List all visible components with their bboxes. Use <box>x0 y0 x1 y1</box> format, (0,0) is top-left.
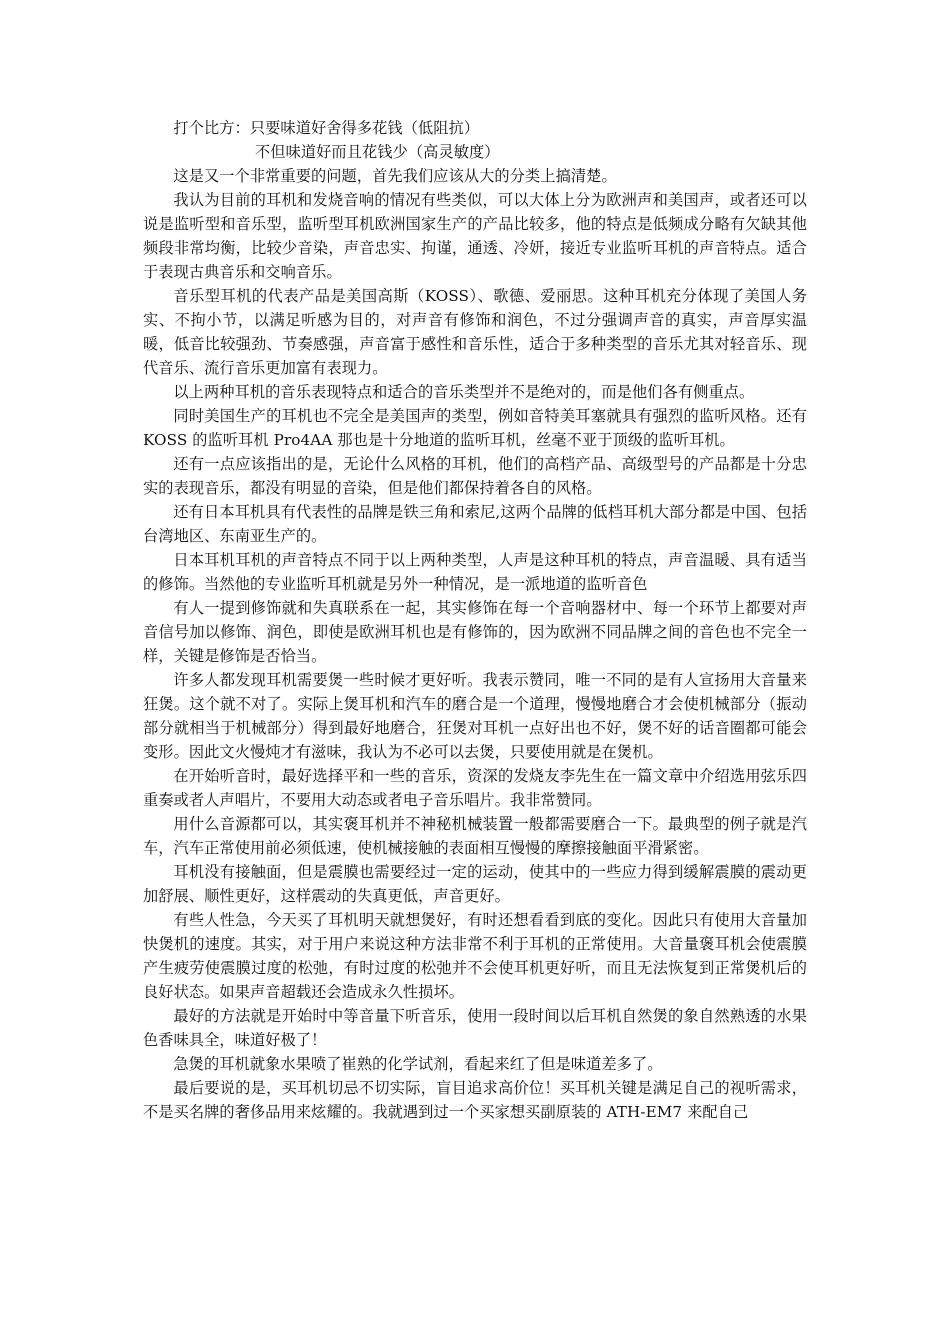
paragraph: 用什么音源都可以，其实褒耳机并不神秘机械装置一般都需要磨合一下。最典型的例子就是汽车，汽车正常使用前必须低速，使机械接触的表面相互慢慢的摩擦接触面平滑紧密。 <box>143 815 807 857</box>
paragraph-analogy-2: 不但味道好而且花钱少（高灵敏度） <box>255 143 500 161</box>
paragraph: 还有日本耳机具有代表性的品牌是铁三角和索尼,这两个品牌的低档耳机大部分都是中国、包括台湾地区、东南亚生产的。 <box>143 503 807 545</box>
paragraph-analogy-1: 打个比方：只要味道好舍得多花钱（低阻抗） <box>173 119 480 137</box>
paragraph: 最后要说的是，买耳机切忌不切实际，盲目追求高价位！买耳机关键是满足自己的视听需求，不是买名牌的奢侈品用来炫耀的。我就遇到过一个买家想买副原装的 ATH-EM7 来配自己 <box>143 1079 807 1121</box>
paragraph: 急煲的耳机就象水果喷了崔熟的化学试剂，看起来红了但是味道差多了。 <box>173 1055 663 1073</box>
paragraph: 以上两种耳机的音乐表现特点和适合的音乐类型并不是绝对的，而是他们各有侧重点。 <box>173 383 755 401</box>
paragraph: 最好的方法就是开始时中等音量下听音乐，使用一段时间以后耳机自然煲的象自然熟透的水果色香味具全，味道好极了！ <box>143 1007 807 1049</box>
article-body <box>143 116 807 1124</box>
paragraph: 我认为目前的耳机和发烧音响的情况有些类似，可以大体上分为欧洲声和美国声，或者还可以说是监听型和音乐型，监听型耳机欧洲国家生产的产品比较多，他的特点是低频成分略有欠缺其他频段非常均衡，比较少音染，声音忠实、拘谨，通透、冷妍，接近专业监听耳机的声音特点。适合于表现古典音乐和交响音乐。 <box>143 191 807 281</box>
paragraph: 在开始听音时，最好选择平和一些的音乐，资深的发烧友李先生在一篇文章中介绍选用弦乐四重奏或者人声唱片，不要用大动态或者电子音乐唱片。我非常赞同。 <box>143 767 807 809</box>
paragraph: 同时美国生产的耳机也不完全是美国声的类型，例如音特美耳塞就具有强烈的监听风格。还有 KOSS 的监听耳机 Pro4AA 那也是十分地道的监听耳机，丝毫不亚于顶级的监听耳机。 <box>143 407 807 449</box>
paragraph: 有人一提到修饰就和失真联系在一起，其实修饰在每一个音响器材中、每一个环节上都要对声音信号加以修饰、润色，即使是欧洲耳机也是有修饰的，因为欧洲不同品牌之间的音色也不完全一样，关键是修饰是否恰当。 <box>143 599 807 665</box>
paragraph: 耳机没有接触面，但是震膜也需要经过一定的运动，使其中的一些应力得到缓解震膜的震动更加舒展、顺性更好，这样震动的失真更低，声音更好。 <box>143 863 807 905</box>
paragraph: 还有一点应该指出的是，无论什么风格的耳机，他们的高档产品、高级型号的产品都是十分忠实的表现音乐，都没有明显的音染，但是他们都保持着各自的风格。 <box>143 455 807 497</box>
paragraph: 许多人都发现耳机需要煲一些时候才更好听。我表示赞同，唯一不同的是有人宣扬用大音量来狂煲。这个就不对了。实际上煲耳机和汽车的磨合是一个道理，慢慢地磨合才会使机械部分（振动部分就相当于机械部分）得到最好地磨合，狂煲对耳机一点好出也不好，煲不好的话音圈都可能会变形。因此文火慢炖才有滋味，我认为不必可以去煲，只要使用就是在煲机。 <box>143 671 807 761</box>
paragraph: 这是又一个非常重要的问题，首先我们应该从大的分类上搞清楚。 <box>173 167 617 185</box>
paragraph: 音乐型耳机的代表产品是美国高斯（KOSS）、歌德、爱丽思。这种耳机充分体现了美国人务实、不拘小节，以满足听感为目的，对声音有修饰和润色，不过分强调声音的真实，声音厚实温暖，低音比较强劲、节奏感强，声音富于感性和音乐性，适合于多种类型的音乐尤其对轻音乐、现代音乐、流行音乐更加富有表现力。 <box>143 287 807 377</box>
paragraph: 日本耳机耳机的声音特点不同于以上两种类型，人声是这种耳机的特点，声音温暖、具有适当的修饰。当然他的专业监听耳机就是另外一种情况，是一派地道的监听音色 <box>143 551 807 593</box>
paragraph: 有些人性急，今天买了耳机明天就想煲好，有时还想看看到底的变化。因此只有使用大音量加快煲机的速度。其实，对于用户来说这种方法非常不利于耳机的正常使用。大音量褒耳机会使震膜产生疲劳使震膜过度的松弛，有时过度的松弛并不会使耳机更好听，而且无法恢复到正常煲机后的良好状态。如果声音超载还会造成永久性损坏。 <box>143 911 807 1001</box>
